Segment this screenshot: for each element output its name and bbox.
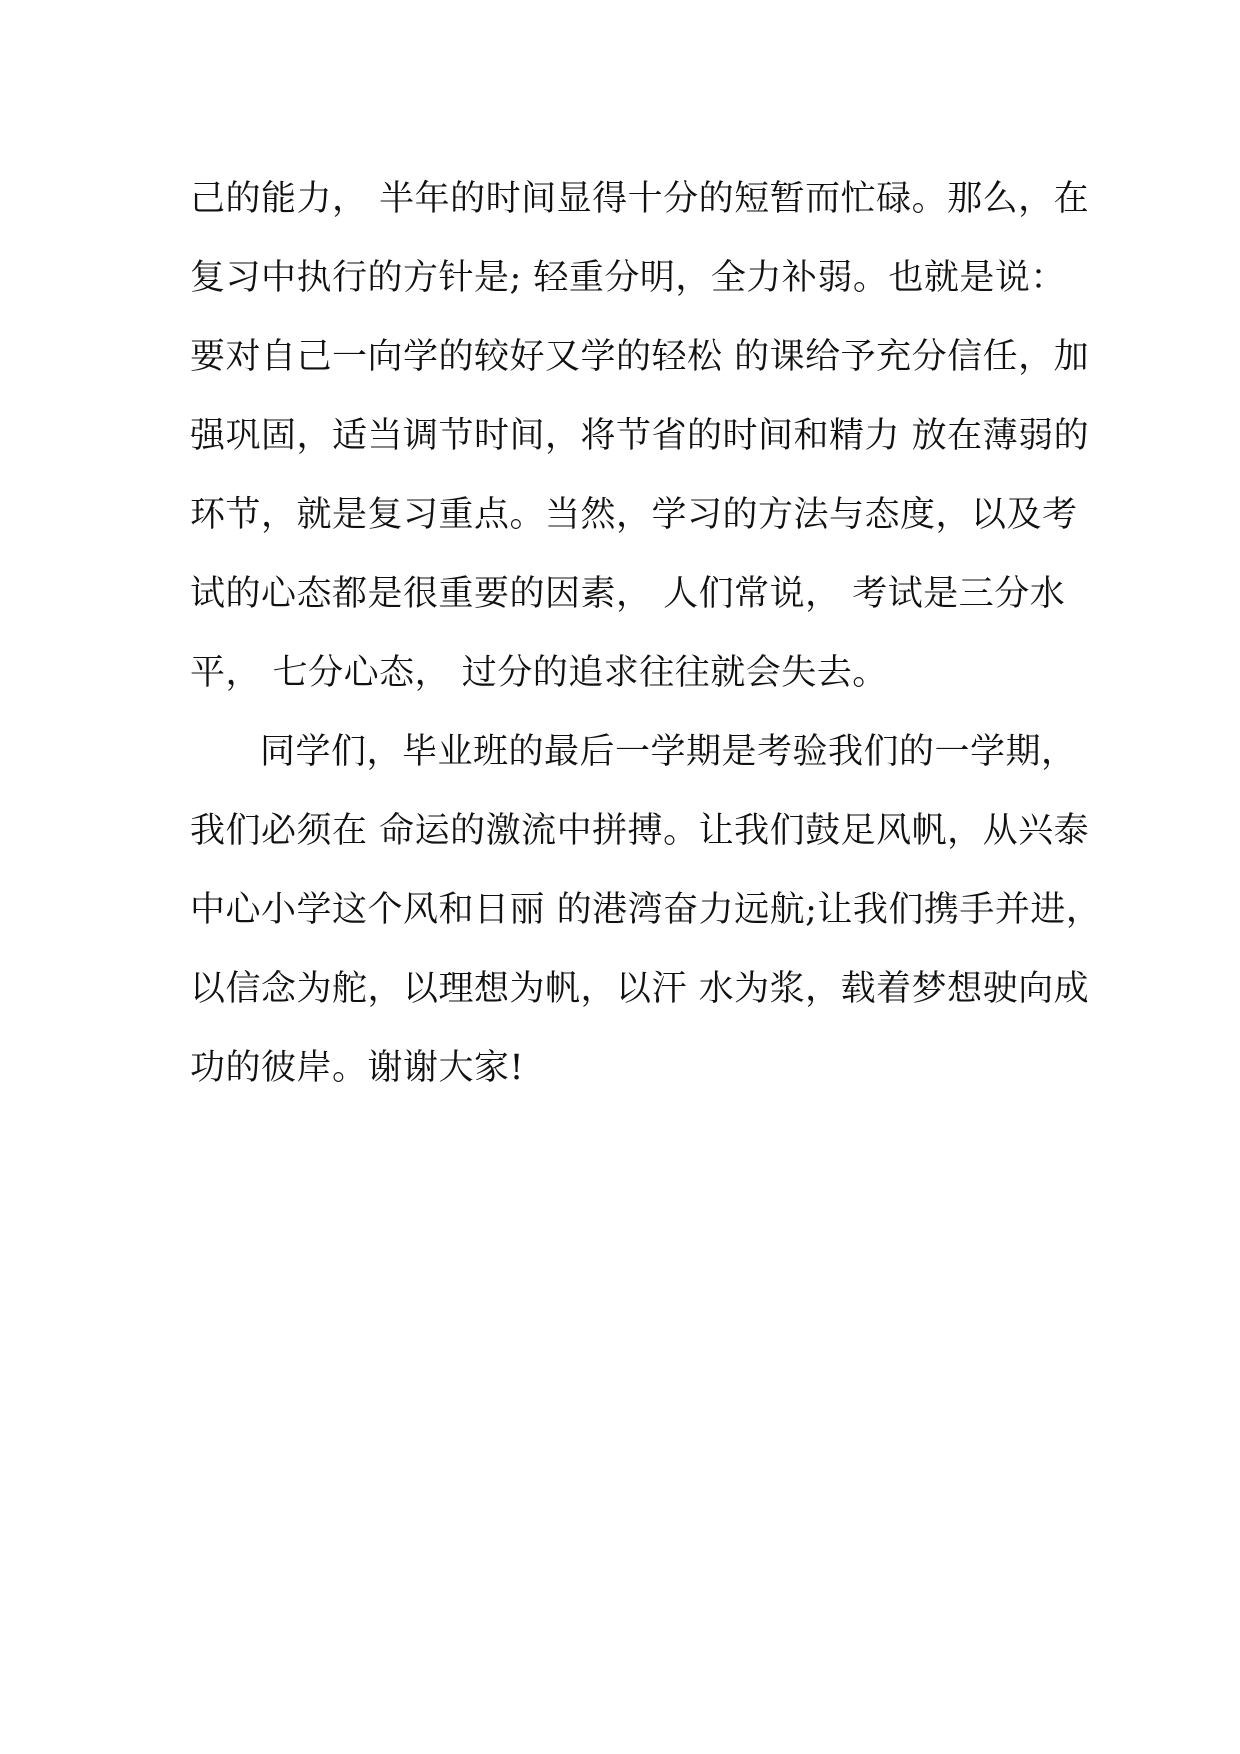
document-body: [190, 171, 1102, 1119]
text-line: 己的能力， 半年的时间显得十分的短暂而忙碌。那么，在: [190, 179, 1090, 219]
text-line: 同学们，毕业班的最后一学期是考验我们的一学期，: [260, 732, 1077, 772]
paragraph-1: [190, 171, 1090, 724]
paragraph-2: [190, 724, 1102, 1119]
text-line: 复习中执行的方针是; 轻重分明，全力补弱。也就是说：: [190, 258, 1066, 298]
text-line: 我们必须在 命运的激流中拼搏。让我们鼓足风帆，从兴泰: [190, 811, 1090, 851]
text-line: 功的彼岸。谢谢大家!: [190, 1048, 525, 1088]
text-line: 平， 七分心态， 过分的追求往往就会失去。: [190, 653, 888, 693]
text-line: 中心小学这个风和日丽 的港湾奋力远航;让我们携手并进，: [190, 890, 1102, 930]
text-line: 以信念为舵，以理想为帆，以汗 水为浆，载着梦想驶向成: [190, 969, 1090, 1009]
text-line: 试的心态都是很重要的因素， 人们常说， 考试是三分水: [190, 574, 1066, 614]
text-line: 环节，就是复习重点。当然，学习的方法与态度，以及考: [190, 495, 1078, 535]
text-line: 强巩固，适当调节时间，将节省的时间和精力 放在薄弱的: [190, 416, 1090, 456]
text-line: 要对自己一向学的较好又学的轻松 的课给予充分信任，加: [190, 337, 1090, 377]
